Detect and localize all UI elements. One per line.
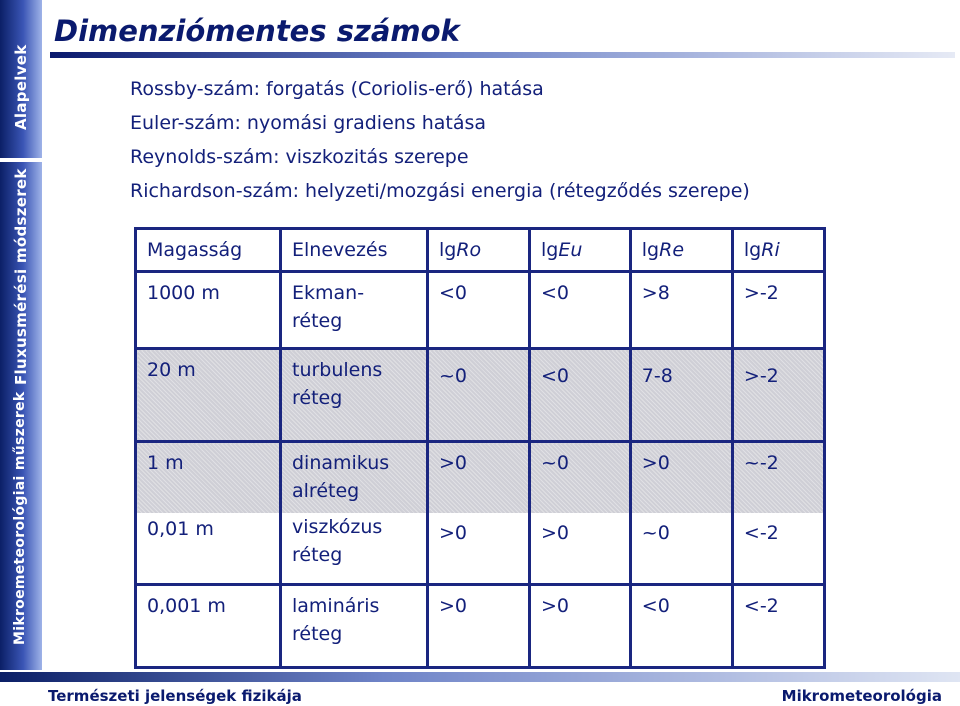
table-row (136, 513, 825, 585)
header-lgeu: lgEu (530, 229, 631, 272)
cell-lgeu: <0 (530, 349, 631, 442)
cell-name: viszkózus réteg (281, 513, 428, 585)
cell-height: 0,01 m (136, 513, 281, 585)
cell-lgeu: >0 (530, 585, 631, 668)
cell-lgri: <-2 (732, 513, 824, 585)
cell-lgre: >8 (630, 272, 732, 349)
cell-lgro: >0 (428, 442, 530, 514)
cell-lgri: >-2 (732, 349, 824, 442)
dimensionless-numbers-table (134, 227, 826, 669)
cell-name: turbulens réteg (281, 349, 428, 442)
cell-lgro: <0 (428, 272, 530, 349)
cell-height: 0,001 m (136, 585, 281, 668)
table-row (136, 442, 825, 514)
cell-name: dinamikus alréteg (281, 442, 428, 514)
cell-lgro: >0 (428, 513, 530, 585)
sidebar-section-muszerek[interactable]: Mikroemeteorológiai műszerek (12, 391, 28, 645)
sidebar-divider (0, 158, 42, 162)
header-lgre: lgRe (630, 229, 732, 272)
header-height: Magasság (136, 229, 281, 272)
header-name: Elnevezés (281, 229, 428, 272)
description-list (130, 72, 750, 208)
cell-lgri: ~-2 (732, 442, 824, 514)
title-underline (50, 52, 955, 58)
cell-lgre: 7-8 (630, 349, 732, 442)
footer-topic: Mikrometeorológia (781, 687, 942, 705)
cell-lgro: ~0 (428, 349, 530, 442)
cell-lgro: >0 (428, 585, 530, 668)
list-item: Reynolds-szám: viszkozitás szerepe (130, 146, 469, 168)
page-title: Dimenziómentes számok (54, 14, 460, 48)
cell-name: Ekman- réteg (281, 272, 428, 349)
footer-divider (0, 672, 960, 682)
cell-lgre: >0 (630, 442, 732, 514)
side-navigation (0, 0, 42, 670)
cell-lgeu: <0 (530, 272, 631, 349)
sidebar-section-alapelvek[interactable]: Alapelvek (12, 44, 30, 130)
header-lgri: lgRi (732, 229, 824, 272)
cell-lgeu: ~0 (530, 442, 631, 514)
cell-lgri: <-2 (732, 585, 824, 668)
cell-lgeu: >0 (530, 513, 631, 585)
list-item: Euler-szám: nyomási gradiens hatása (130, 112, 487, 134)
cell-height: 20 m (136, 349, 281, 442)
cell-height: 1000 m (136, 272, 281, 349)
table-row (136, 585, 825, 668)
cell-height: 1 m (136, 442, 281, 514)
table-row (136, 349, 825, 442)
list-item: Richardson-szám: helyzeti/mozgási energia (rétegződés szerepe) (130, 180, 750, 202)
cell-lgri: >-2 (732, 272, 824, 349)
header-lgro: lgRo (428, 229, 530, 272)
cell-name: lamináris réteg (281, 585, 428, 668)
cell-lgre: <0 (630, 585, 732, 668)
footer-course-title: Természeti jelenségek fizikája (48, 687, 302, 705)
list-item: Rossby-szám: forgatás (Coriolis-erő) hatása (130, 78, 544, 100)
sidebar-section-fluxusmeresi[interactable]: Fluxusmérési módszerek (12, 168, 30, 385)
table-row (136, 272, 825, 349)
cell-lgre: ~0 (630, 513, 732, 585)
table-header-row (136, 229, 825, 272)
